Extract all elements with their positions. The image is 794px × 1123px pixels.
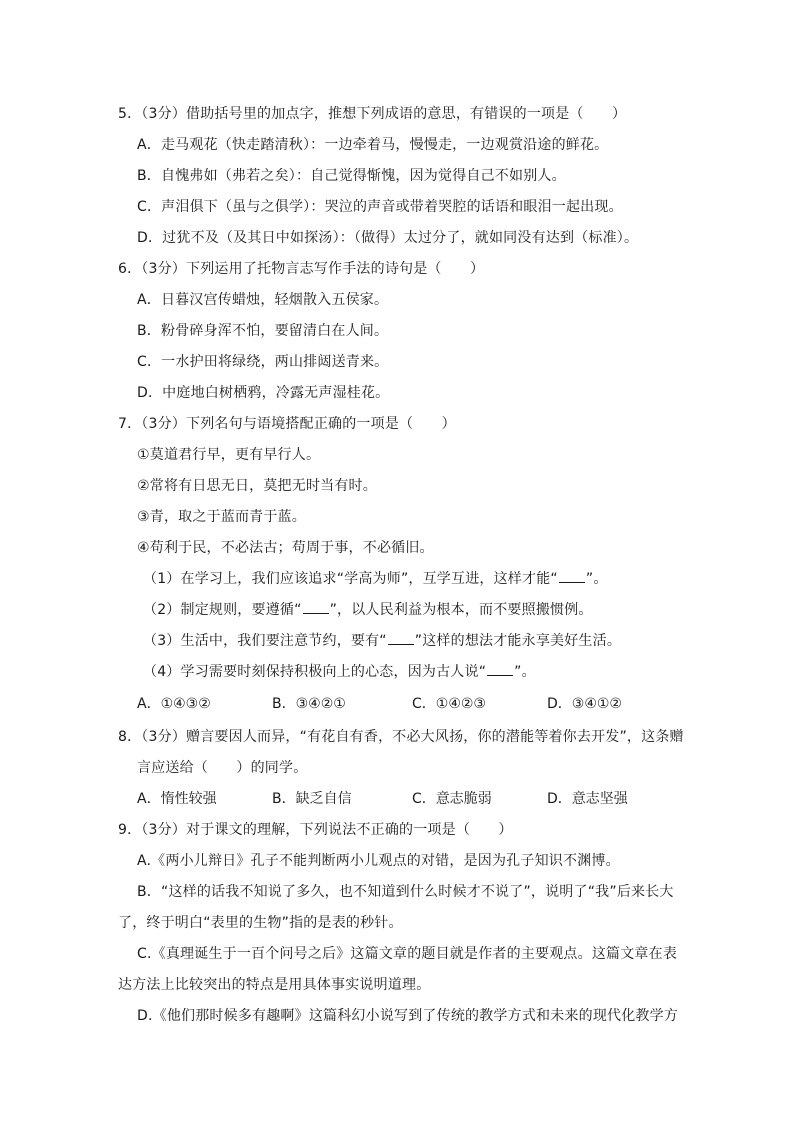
q7-option-c: C．①④②③ xyxy=(412,696,486,712)
q7-item-1: ①莫道君行早，更有早行人。 xyxy=(137,447,321,463)
q6-option-a: A．日暮汉宫传蜡烛，轻烟散入五侯家。 xyxy=(137,292,389,308)
q5-option-c: C．声泪俱下（虽与之俱学）：哭泣的声音或带着哭腔的话语和眼泪一起出现。 xyxy=(137,199,623,215)
q5-option-a: A．走马观花（快走踏清秋）：一边牵着马，慢慢走，一边观赏沿途的鲜花。 xyxy=(137,137,609,153)
q9-option-b-line-1: B．“这样的话我不知说了多久，也不知道到什么时候才不说了”，说明了“我”后来长大 xyxy=(137,884,674,900)
q7-context-2-text: （2）制定规则，要遵循“ xyxy=(143,602,302,618)
answer-blank xyxy=(559,569,585,583)
q8-stem-line-1: 8．（3分）赠言要因人而异，“有花自有香，不必大风扬，你的潜能等着你去开发”，这条赠 xyxy=(118,729,684,745)
answer-blank xyxy=(388,631,414,645)
q8-option-d: D．意志坚强 xyxy=(547,791,628,807)
q5-option-b: B．自愧弗如（弗若之矣）：自己觉得惭愧，因为觉得自己不如别人。 xyxy=(137,168,566,184)
q7-context-1-end: ”。 xyxy=(585,571,608,587)
answer-blank xyxy=(487,662,513,676)
q7-item-4: ④苟利于民，不必法古；苟周于事，不必循旧。 xyxy=(137,540,434,556)
q9-option-d-line-1: D.《他们那时候多有趣啊》这篇科幻小说写到了传统的教学方式和未来的现代化教学方 xyxy=(137,1008,679,1024)
q7-context-1 xyxy=(143,569,608,589)
q8-stem-line-2: 言应送给（ ）的同学。 xyxy=(137,760,308,776)
q7-option-b: B．③④②① xyxy=(272,696,346,712)
q6-option-c: C．一水护田将绿绕，两山排闼送青来。 xyxy=(137,354,389,370)
q6-stem: 6．（3分）下列运用了托物言志写作手法的诗句是（ ） xyxy=(118,261,485,277)
q9-option-b-line-2: 了，终于明白“表里的生物”指的是表的秒针。 xyxy=(118,915,403,931)
q7-context-3-end: ”这样的想法才能永享美好生活。 xyxy=(414,633,622,649)
q7-option-a: A．①④③② xyxy=(137,696,211,712)
q7-context-1-text: （1）在学习上，我们应该追求“学高为师”，互学互进，这样才能“ xyxy=(143,571,558,587)
q8-option-a: A．惰性较强 xyxy=(137,791,217,807)
q9-option-a: A.《两小儿辩日》孔子不能判断两小儿观点的对错，是因为孔子知识不渊博。 xyxy=(137,853,620,869)
q7-options xyxy=(137,694,677,714)
q7-context-3-text: （3）生活中，我们要注意节约，要有“ xyxy=(143,633,387,649)
q8-options xyxy=(137,789,677,809)
q9-stem: 9．（3分）对于课文的理解，下列说法不正确的一项是（ ） xyxy=(118,822,513,838)
q7-context-4-text: （4）学习需要时刻保持积极向上的心态，因为古人说“ xyxy=(143,664,487,680)
q9-option-c-line-2: 达方法上比较突出的特点是用具体事实说明道理。 xyxy=(118,977,431,993)
q7-item-3: ③青，取之于蓝而青于蓝。 xyxy=(137,509,306,525)
q7-context-3 xyxy=(143,631,621,651)
q8-option-b: B．缺乏自信 xyxy=(272,791,352,807)
q7-option-d: D．③④①② xyxy=(547,696,622,712)
q8-option-c: C．意志脆弱 xyxy=(412,791,492,807)
q7-context-2 xyxy=(143,600,593,620)
q7-context-4 xyxy=(143,662,536,682)
q7-stem: 7．（3分）下列名句与语境搭配正确的一项是（ ） xyxy=(118,416,456,432)
q5-option-d: D．过犹不及（及其日中如探汤）：（做得）太过分了，就如同没有达到（标准）。 xyxy=(137,230,639,246)
q7-context-2-end: ”，以人民利益为根本，而不要照搬惯例。 xyxy=(329,602,593,618)
q7-item-2: ②常将有日思无日，莫把无时当有时。 xyxy=(137,478,377,494)
q7-context-4-end: ”。 xyxy=(514,664,536,680)
q6-option-d: D．中庭地白树栖鸦，冷露无声湿桂花。 xyxy=(137,385,390,401)
q5-stem: 5．（3分）借助括号里的加点字，推想下列成语的意思，有错误的一项是（ ） xyxy=(118,106,627,122)
q9-option-c-line-1: C.《真理诞生于一百个问号之后》这篇文章的题目就是作者的主要观点。这篇文章在表 xyxy=(137,946,678,962)
q6-option-b: B．粉骨碎身浑不怕，要留清白在人间。 xyxy=(137,323,389,339)
answer-blank xyxy=(303,600,329,614)
